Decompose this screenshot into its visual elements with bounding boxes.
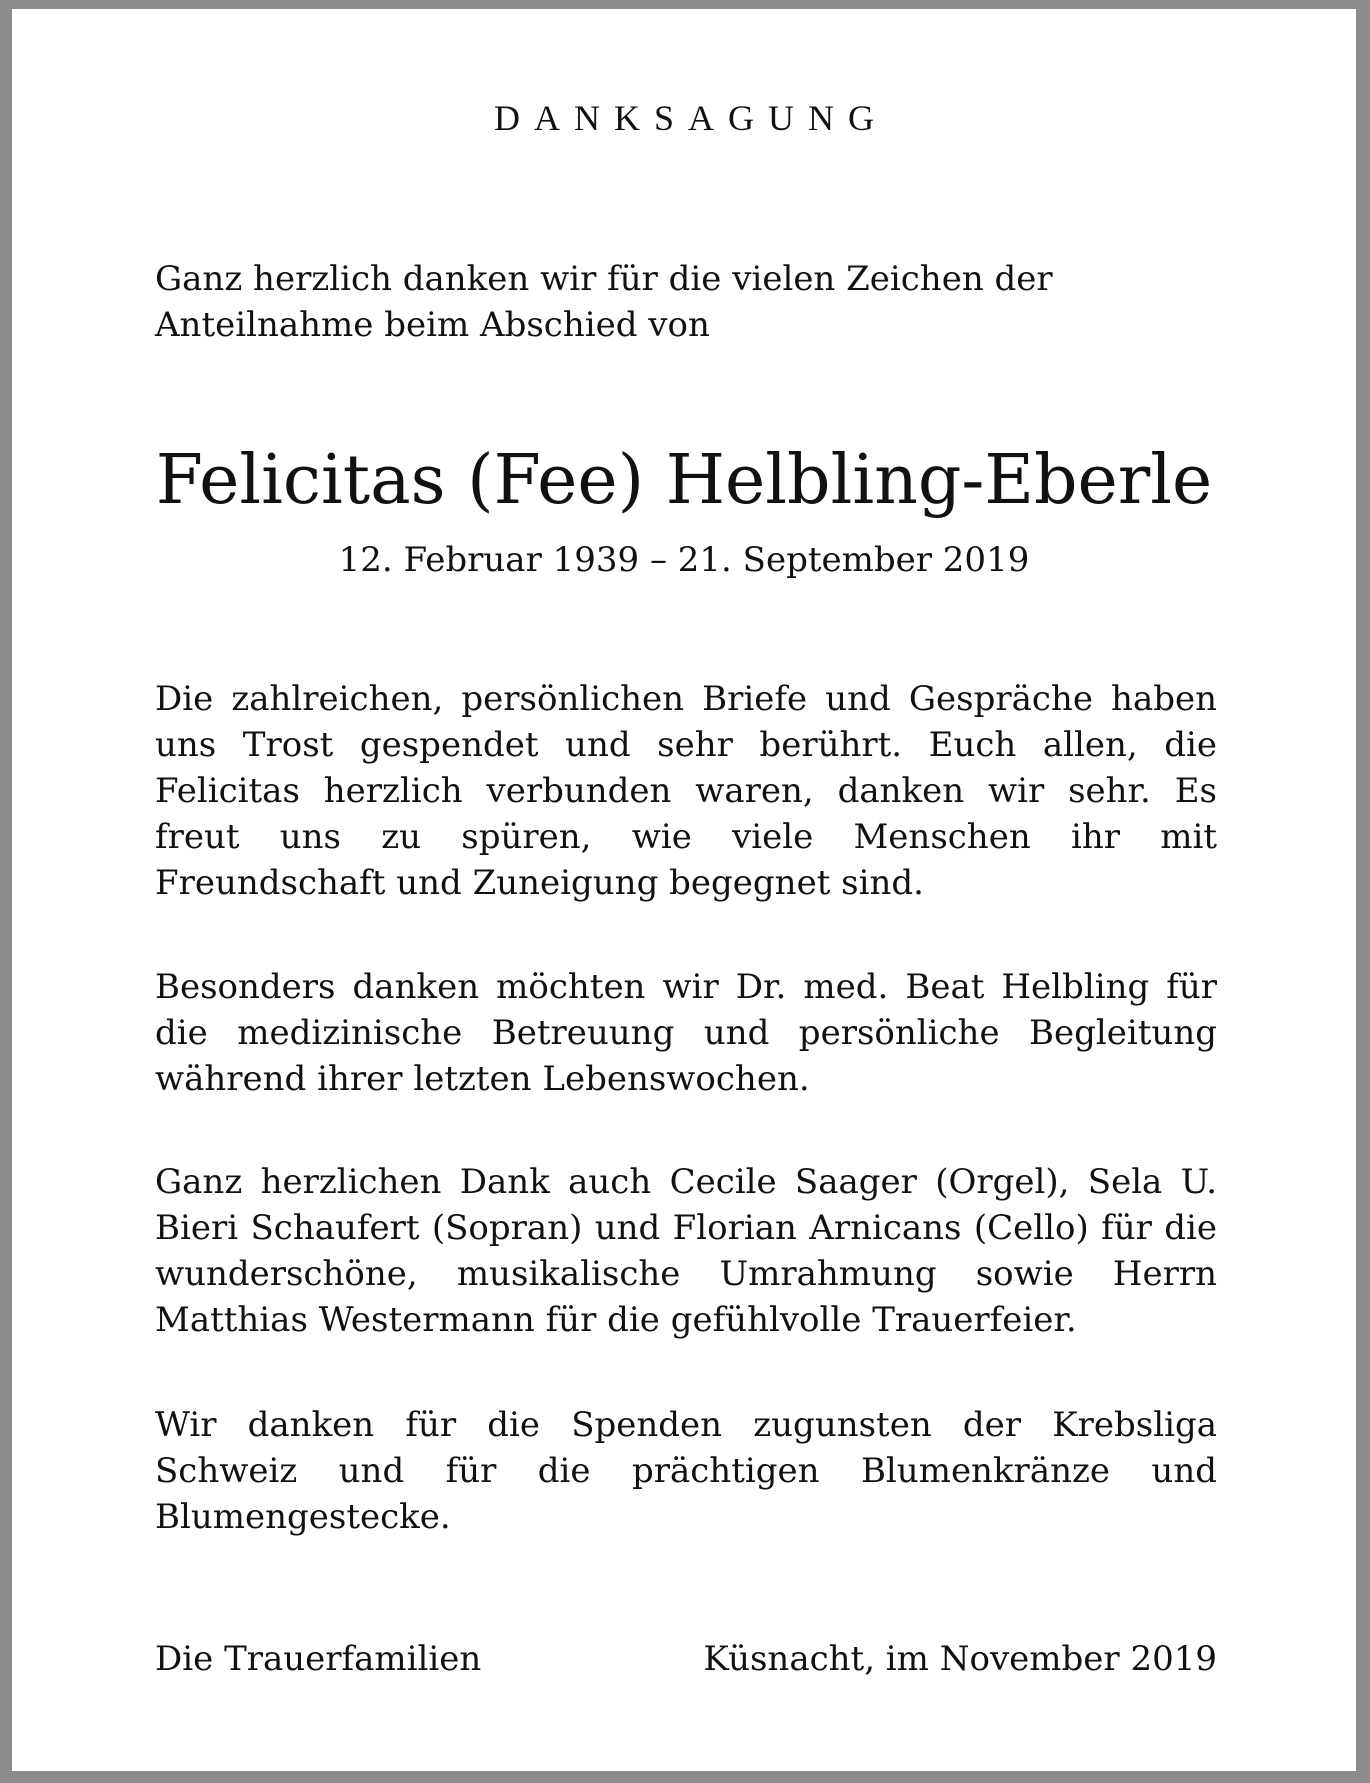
intro-text: Ganz herzlich danken wir für die vielen Zeichen der Anteilnahme beim Abschied von <box>155 259 1053 345</box>
signature: Die Trauerfamilien <box>155 1639 482 1679</box>
paragraph-music: Ganz herzlichen Dank auch Cecile Saager (Orgel), Sela U. Bieri Schaufert (Sopran) und Florian Arnicans (Cello) für die wunderschöne, musikalische Umrahmung sowie Herrn Matthias Westermann für die gefühlvolle Trauerfeier. <box>155 1162 1217 1340</box>
deceased-name: Felicitas (Fee) Helbling-Eberle <box>155 441 1213 520</box>
paragraph-doctor: Besonders danken möchten wir Dr. med. Beat Helbling für die medizinische Betreuung und persönliche Begleitung während ihrer letzten Lebenswochen. <box>155 967 1217 1099</box>
footer <box>155 1636 1217 1682</box>
paragraph-letters: Die zahlreichen, persönlichen Briefe und Gespräche haben uns Trost gespendet und sehr berührt. Euch allen, die Felicitas herzlich verbunden waren, danken wir sehr. Es freut uns zu spüren, wie viele Menschen ihr mit Freundschaft und Zuneigung begegnet sind. <box>155 679 1217 903</box>
document-heading: DANKSAGUNG <box>493 98 888 138</box>
life-dates: 12. Februar 1939 – 21. September 2019 <box>338 540 1030 580</box>
document-page <box>12 9 1356 1771</box>
paragraph-donations: Wir danken für die Spenden zugunsten der Krebsliga Schweiz und für die prächtigen Blumenkränze und Blumengestecke. <box>155 1405 1217 1537</box>
place-date: Küsnacht, im November 2019 <box>703 1639 1217 1679</box>
